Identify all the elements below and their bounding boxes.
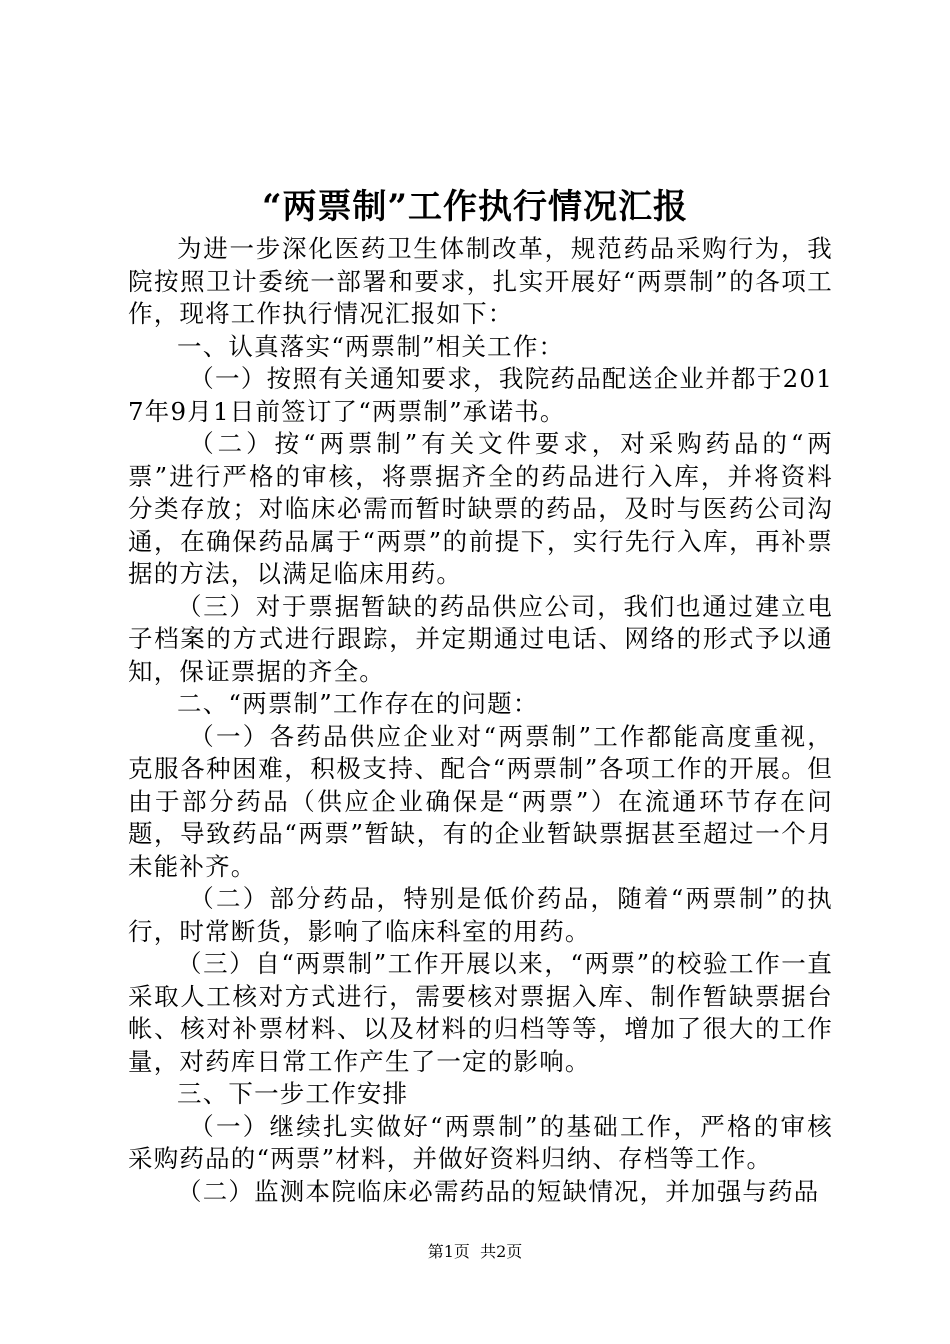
document-title: “两票制”工作执行情况汇报 — [261, 187, 689, 227]
page-footer — [0, 1240, 950, 1264]
section-heading-2: 二、“两票制”工作存在的问题： — [177, 689, 539, 718]
section-3-item-2: （二）监测本院临床必需药品的短缺情况，并加强与药品 — [177, 1176, 820, 1206]
section-3-item-1: （一）继续扎实做好“两票制”的基础工作，严格的审核采购药品的“两票”材料，并做好资料归纳、存档等工作。 — [128, 1111, 833, 1173]
section-1-item-2: （二）按“两票制”有关文件要求，对采购药品的“两票”进行严格的审核，将票据齐全的药品进行入库，并将资料分类存放；对临床必需而暂时缺票的药品，及时与医药公司沟通，在确保药品属于“两票”的前提下，实行先行入库，再补票据的方法，以满足临床用药。 — [128, 429, 833, 588]
intro-paragraph: 为进一步深化医药卫生体制改革，规范药品采购行为，我院按照卫计委统一部署和要求，扎实开展好“两票制”的各项工作，现将工作执行情况汇报如下： — [128, 234, 833, 328]
section-2-item-2: （二）部分药品，特别是低价药品，随着“两票制”的执行，时常断货，影响了临床科室的用药。 — [128, 884, 833, 946]
page-total: 共2页 — [480, 1242, 523, 1261]
section-heading-1: 一、认真落实“两票制”相关工作： — [177, 331, 565, 361]
section-heading-3: 三、下一步工作安排 — [177, 1079, 409, 1108]
document-body — [128, 233, 833, 1208]
section-1-item-1: （一）按照有关通知要求，我院药品配送企业并都于2017年9月1日前签订了“两票制”承诺书。 — [128, 364, 833, 426]
page-number: 第1页 — [427, 1242, 470, 1261]
section-1-item-3: （三）对于票据暂缺的药品供应公司，我们也通过建立电子档案的方式进行跟踪，并定期通过电话、网络的形式予以通知，保证票据的齐全。 — [128, 591, 833, 686]
section-2-item-3: （三）自“两票制”工作开展以来，“两票”的校验工作一直采取人工核对方式进行，需要核对票据入库、制作暂缺票据台帐、核对补票材料、以及材料的归档等等，增加了很大的工作量，对药库日常工作产生了一定的影响。 — [128, 949, 833, 1076]
section-2-item-1: （一）各药品供应企业对“两票制”工作都能高度重视，克服各种困难，积极支持、配合“两票制”各项工作的开展。但由于部分药品（供应企业确保是“两票”）在流通环节存在问题，导致药品“两票”暂缺，有的企业暂缺票据甚至超过一个月未能补齐。 — [128, 721, 833, 881]
